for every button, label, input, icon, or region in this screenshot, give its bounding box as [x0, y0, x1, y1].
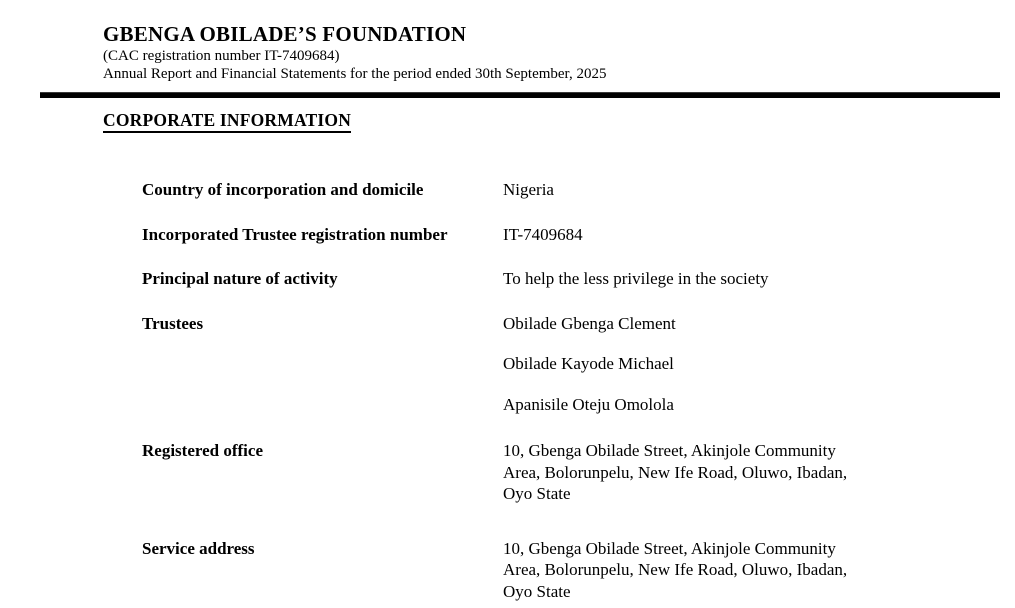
country-value: Nigeria: [503, 180, 554, 199]
trustees-row: [142, 313, 1015, 416]
country-row: [142, 179, 1015, 201]
registration-number-label: Incorporated Trustee registration number: [142, 224, 448, 244]
trustees-value: [503, 313, 676, 416]
service-address-label: Service address: [142, 538, 255, 558]
cac-registration-line: (CAC registration number IT-7409684): [103, 48, 340, 64]
registration-number-row: [142, 224, 1015, 246]
address-line: Oyo State: [503, 581, 571, 601]
registered-office-label: Registered office: [142, 441, 263, 460]
document-header: [103, 22, 1015, 83]
address-line: 10, Gbenga Obilade Street, Akinjole Community: [503, 441, 836, 460]
activity-value: To help the less privilege in the society: [503, 269, 769, 288]
report-period-line: Annual Report and Financial Statements for the period ended 30th September, 2025: [103, 66, 607, 82]
trustee-name: Obilade Kayode Michael: [503, 354, 674, 373]
header-divider: [40, 92, 1000, 98]
service-address-value: [503, 538, 847, 603]
service-address-row: [142, 538, 1015, 603]
registered-office-value: [503, 440, 847, 505]
address-line: Oyo State: [503, 484, 571, 503]
trustee-name: Apanisile Oteju Omolola: [503, 394, 674, 414]
trustees-label: Trustees: [142, 313, 204, 333]
address-line: 10, Gbenga Obilade Street, Akinjole Community: [503, 538, 836, 558]
activity-row: [142, 268, 1015, 290]
country-label: Country of incorporation and domicile: [142, 180, 424, 199]
trustee-name: Obilade Gbenga Clement: [503, 313, 676, 333]
corporate-info-list: [142, 179, 1015, 602]
registered-office-row: [142, 440, 1015, 505]
section-heading-text: CORPORATE INFORMATION: [103, 110, 351, 133]
registration-number-value: IT-7409684: [503, 224, 583, 244]
section-heading: [103, 110, 1015, 133]
activity-label: Principal nature of activity: [142, 269, 338, 288]
address-line: Area, Bolorunpelu, New Ife Road, Oluwo, Ibadan,: [503, 560, 848, 579]
page-title: GBENGA OBILADE’S FOUNDATION: [103, 22, 467, 46]
address-line: Area, Bolorunpelu, New Ife Road, Oluwo, Ibadan,: [503, 462, 848, 482]
